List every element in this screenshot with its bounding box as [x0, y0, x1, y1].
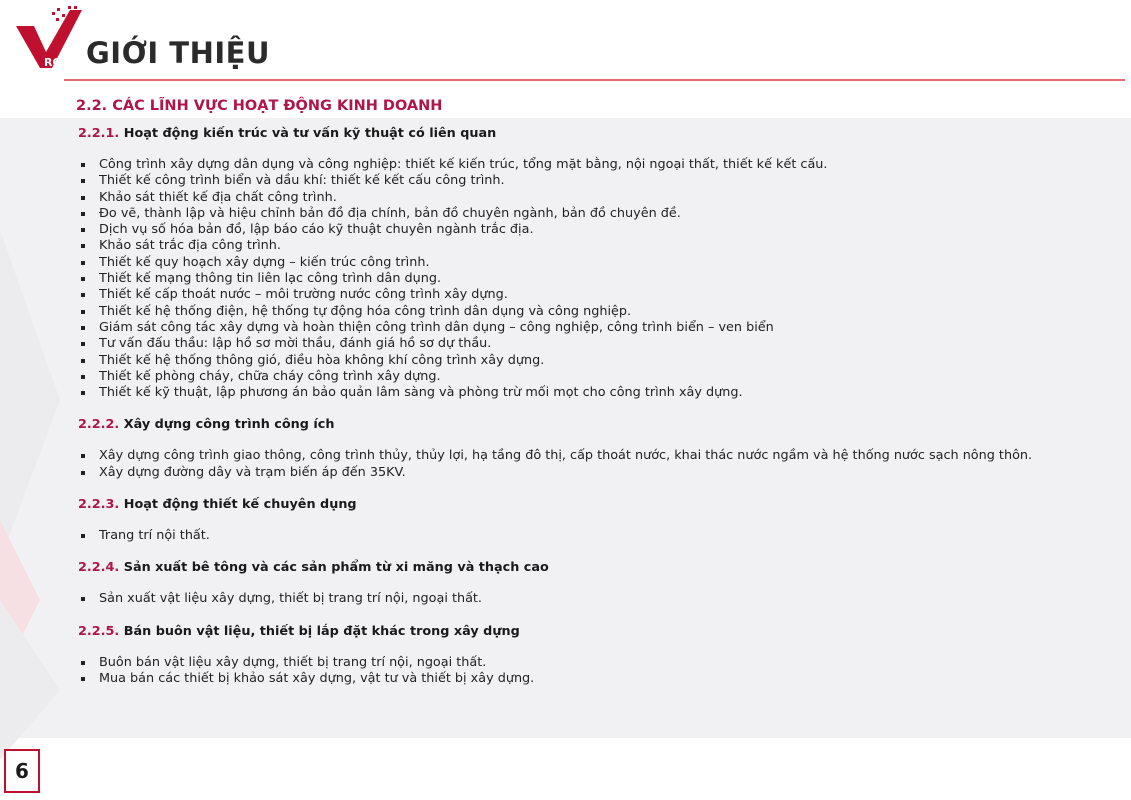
list-item: Thiết kế mạng thông tin liên lạc công trình dân dụng.: [78, 271, 1118, 287]
list-item: Thiết kế công trình biển và dầu khí: thiết kế kết cấu công trình.: [78, 173, 1118, 189]
subsection-heading: [78, 415, 1118, 435]
page-header-title: GIỚI THIỆU: [86, 36, 271, 70]
list-item: Thiết kế hệ thống điện, hệ thống tự động hóa công trình dân dụng và công nghiệp.: [78, 304, 1118, 320]
subsection-heading: [78, 558, 1118, 578]
list-item: Buôn bán vật liệu xây dựng, thiết bị trang trí nội, ngoại thất.: [78, 655, 1118, 671]
subsection-heading: [78, 622, 1118, 642]
subsection-number: 2.2.2.: [78, 417, 120, 433]
list-item: Công trình xây dựng dân dụng và công nghiệp: thiết kế kiến trúc, tổng mặt bằng, nội ngoại thất, thiết kế kết cấu.: [78, 157, 1118, 173]
bullet-list: [78, 528, 1118, 544]
list-item: Giám sát công tác xây dựng và hoàn thiện công trình dân dụng – công nghiệp, công trình biển – ven biển: [78, 320, 1118, 336]
company-logo: [12, 6, 84, 70]
list-item: Xây dựng đường dây và trạm biến áp đến 35KV.: [78, 465, 1118, 481]
content-body: [78, 124, 1118, 687]
subsection-title: Bán buôn vật liệu, thiết bị lắp đặt khác trong xây dựng: [123, 623, 520, 639]
list-item: Tư vấn đấu thầu: lập hồ sơ mời thầu, đánh giá hồ sơ dự thầu.: [78, 336, 1118, 352]
page-number: 6: [4, 749, 40, 793]
list-item: Trang trí nội thất.: [78, 528, 1118, 544]
subsection-title: Xây dựng công trình công ích: [123, 417, 335, 433]
subsection-heading: [78, 124, 1118, 144]
subsection-title: Sản xuất bê tông và các sản phẩm từ xi măng và thạch cao: [123, 560, 549, 576]
subsection-number: 2.2.3.: [78, 497, 120, 513]
list-item: Xây dựng công trình giao thông, công trình thủy, thủy lợi, hạ tầng đô thị, cấp thoát nước, khai thác nước ngầm và hệ thống nước sạch nông thôn.: [78, 448, 1118, 464]
header-divider: [64, 79, 1125, 81]
list-item: Đo vẽ, thành lập và hiệu chỉnh bản đồ địa chính, bản đồ chuyên ngành, bản đồ chuyên đề.: [78, 206, 1118, 222]
section-title: 2.2. CÁC LĨNH VỰC HOẠT ĐỘNG KINH DOANH: [76, 98, 443, 114]
list-item: Sản xuất vật liệu xây dựng, thiết bị trang trí nội, ngoại thất.: [78, 591, 1118, 607]
svg-text:RO: RO: [44, 56, 62, 69]
list-item: Thiết kế hệ thống thông gió, điều hòa không khí công trình xây dựng.: [78, 353, 1118, 369]
list-item: Khảo sát thiết kế địa chất công trình.: [78, 190, 1118, 206]
subsection-number: 2.2.4.: [78, 560, 120, 576]
subsection-title: Hoạt động thiết kế chuyên dụng: [123, 497, 357, 513]
list-item: Thiết kế phòng cháy, chữa cháy công trình xây dựng.: [78, 369, 1118, 385]
subsection-title: Hoạt động kiến trúc và tư vấn kỹ thuật có liên quan: [123, 126, 497, 141]
list-item: Khảo sát trắc địa công trình.: [78, 238, 1118, 254]
subsection-heading: [78, 495, 1118, 515]
list-item: Dịch vụ số hóa bản đồ, lập báo cáo kỹ thuật chuyên ngành trắc địa.: [78, 222, 1118, 238]
bullet-list: [78, 655, 1118, 688]
list-item: Thiết kế cấp thoát nước – môi trường nước công trình xây dựng.: [78, 287, 1118, 303]
bullet-list: [78, 157, 1118, 401]
list-item: Thiết kế quy hoạch xây dựng – kiến trúc công trình.: [78, 255, 1118, 271]
subsection-number: 2.2.1.: [78, 126, 120, 141]
list-item: Thiết kế kỹ thuật, lập phương án bảo quản lâm sàng và phòng trừ mối mọt cho công trình xây dựng.: [78, 385, 1118, 401]
bullet-list: [78, 448, 1118, 481]
subsection-number: 2.2.5.: [78, 623, 120, 639]
bullet-list: [78, 591, 1118, 607]
list-item: Mua bán các thiết bị khảo sát xây dựng, vật tư và thiết bị xây dựng.: [78, 671, 1118, 687]
